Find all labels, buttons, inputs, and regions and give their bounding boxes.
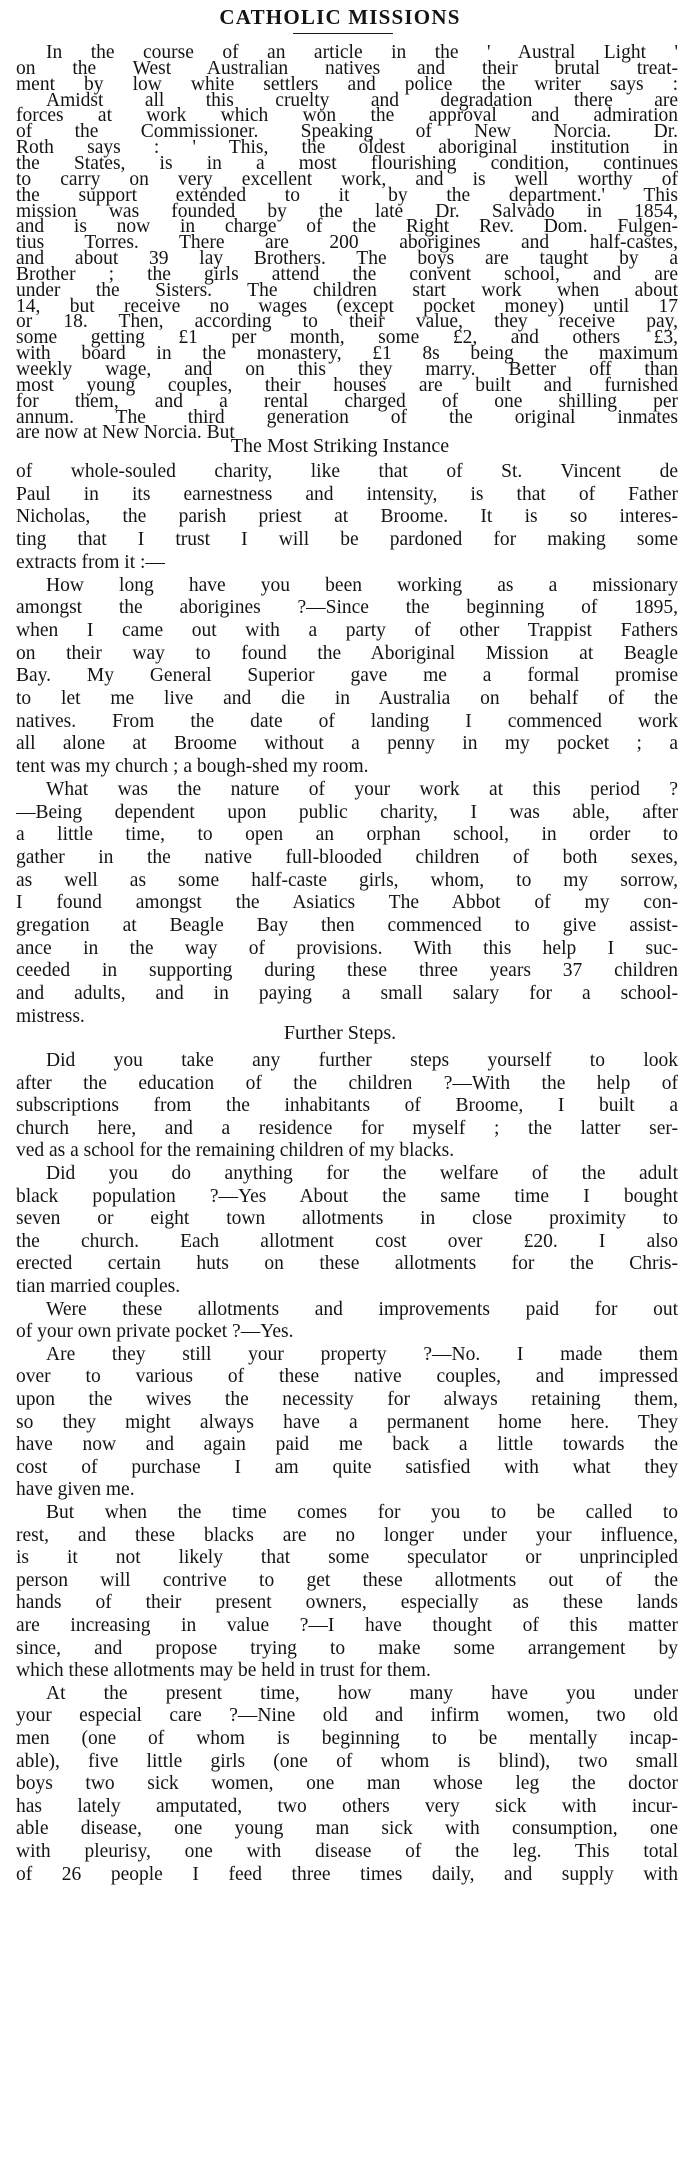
- text-line: Roth says : ' This, the oldest aboriginal institution in: [16, 137, 678, 159]
- text-line: your especial care ?—Nine old and infirm women, two old: [16, 1705, 678, 1727]
- text-line: to let me live and die in Australia on behalf of the: [16, 688, 678, 709]
- text-line: cost of purchase I am quite satisfied with what they: [16, 1456, 678, 1478]
- text-line: so they might always have a permanent home here. They: [16, 1411, 678, 1433]
- text-line: black population ?—Yes About the same time I bought: [16, 1185, 678, 1207]
- subheading-further-steps: Further Steps.: [283, 1022, 397, 1044]
- text-line: natives. From the date of landing I commenced work: [16, 710, 678, 732]
- text-line: gregation at Beagle Bay then commenced to give assist-: [16, 915, 678, 936]
- text-line: Brother ; the girls attend the convent school, and are: [16, 263, 678, 285]
- text-line: upon the wives the necessity for always retaining them,: [16, 1389, 678, 1410]
- text-line: or 18. Then, according to their value, they receive pay,: [16, 311, 678, 333]
- article-title: CATHOLIC MISSIONS: [219, 5, 461, 29]
- text-line: able), five little girls (one of whom is blind), two small: [16, 1750, 678, 1772]
- text-line: Amidst all this cruelty and degradation there are: [46, 89, 678, 111]
- text-line: have given me.: [16, 1479, 135, 1501]
- text-line: of whole-souled charity, like that of St. Vincent de: [16, 461, 678, 482]
- text-line: have now and again paid me back a little towards the: [16, 1434, 678, 1456]
- text-line: mistress.: [16, 1005, 85, 1027]
- text-line: and adults, and in paying a small salary for a school-: [16, 983, 678, 1005]
- title-underline: [293, 33, 393, 34]
- text-line: under the Sisters. The children start work when about: [16, 279, 678, 301]
- text-line: But when the time comes for you to be called to: [46, 1502, 678, 1523]
- text-line: when I came out with a party of other Trappist Fathers: [16, 619, 678, 641]
- text-line: Were these allotments and improvements paid for out: [46, 1298, 678, 1320]
- text-line: all alone at Broome without a penny in my pocket ; a: [16, 733, 678, 755]
- text-line: the church. Each allotment cost over £20. I also: [16, 1230, 678, 1252]
- text-line: annum. The third generation of the original inmates: [16, 406, 678, 428]
- text-line: ting that I trust I will be pardoned for making some: [16, 529, 678, 551]
- text-line: At the present time, how many have you under: [46, 1682, 678, 1704]
- text-line: and about 39 lay Brothers. The boys are taught by a: [16, 248, 678, 270]
- text-line: 14, but receive no wages (except pocket money) until 17: [16, 295, 678, 317]
- text-line: weekly wage, and on this they marry. Better off than: [16, 359, 678, 380]
- text-line: person will contrive to get these allotments out of the: [16, 1569, 678, 1591]
- text-line: able disease, one young man sick with consumption, one: [16, 1818, 678, 1840]
- text-line: rest, and these blacks are no longer under your influence,: [16, 1524, 678, 1546]
- text-line: over to various of these native couples, and impressed: [16, 1366, 678, 1388]
- text-line: on the West Australian natives and their brutal treat-: [16, 57, 678, 79]
- text-line: extracts from it :—: [16, 551, 165, 573]
- text-line: ved as a school for the remaining children of my blacks.: [16, 1140, 455, 1162]
- text-line: is it not likely that some speculator or unprincipled: [16, 1547, 678, 1569]
- text-line: hands of their present owners, especially as these lands: [16, 1592, 678, 1614]
- text-line: with pleurisy, one with disease of the leg. This total: [16, 1841, 678, 1862]
- text-line: ceeded in supporting during these three years 37 children: [16, 960, 678, 982]
- text-line: ance in the way of provisions. With this help I suc-: [16, 937, 678, 959]
- text-line: which these allotments may be held in trust for them.: [16, 1660, 431, 1682]
- text-line: amongst the aborigines ?—Since the beginning of 1895,: [16, 597, 678, 619]
- text-line: some getting £1 per month, some £2, and others £3,: [16, 327, 678, 349]
- text-line: of your own private pocket ?—Yes.: [16, 1321, 294, 1343]
- text-line: with board in the monastery, £1 8s being the maximum: [16, 343, 678, 365]
- text-line: Did you take any further steps yourself to look: [46, 1050, 678, 1071]
- text-line: on their way to found the Aboriginal Mission at Beagle: [16, 642, 678, 664]
- text-line: church here, and a residence for myself ; the latter ser-: [16, 1117, 678, 1139]
- text-line: are increasing in value ?—I have thought of this matter: [16, 1615, 678, 1636]
- text-line: as well as some half-caste girls, whom, to my sorrow,: [16, 869, 678, 891]
- text-line: has lately amputated, two others very sick with incur-: [16, 1795, 678, 1817]
- text-line: most young couples, their houses are built and furnished: [16, 374, 678, 396]
- text-line: are now at New Norcia. But: [16, 422, 235, 444]
- text-line: and is now in charge of the Right Rev. Dom. Fulgen-: [16, 216, 678, 238]
- text-line: of the Commissioner. Speaking of New Norcia. Dr.: [16, 121, 678, 143]
- text-line: a little time, to open an orphan school, in order to: [16, 824, 678, 846]
- text-line: boys two sick women, one man whose leg the doctor: [16, 1773, 678, 1795]
- text-line: after the education of the children ?—With the help of: [16, 1072, 678, 1094]
- text-line: Are they still your property ?—No. I made them: [46, 1343, 678, 1365]
- text-line: How long have you been working as a missionary: [46, 574, 678, 596]
- text-line: men (one of whom is beginning to be mentally incap-: [16, 1728, 678, 1749]
- text-line: tius Torres. There are 200 aborigines and half-castes,: [16, 232, 678, 254]
- text-line: seven or eight town allotments in close proximity to: [16, 1208, 678, 1230]
- text-line: Paul in its earnestness and intensity, is that of Father: [16, 483, 678, 505]
- text-line: forces at work which won the approval and admiration: [16, 105, 678, 127]
- text-line: Nicholas, the parish priest at Broome. It is so interes-: [16, 506, 678, 528]
- subheading-most-striking-instance: The Most Striking Instance: [230, 435, 450, 457]
- text-line: tent was my church ; a bough-shed my room.: [16, 756, 369, 778]
- text-line: tian married couples.: [16, 1276, 181, 1297]
- text-line: since, and propose trying to make some arrangement by: [16, 1637, 678, 1659]
- text-line: In the course of an article in the ' Austral Light ': [46, 42, 678, 63]
- text-line: the States, is in a most flourishing condition, continues: [16, 152, 678, 174]
- text-line: erected certain huts on these allotments for the Chris-: [16, 1253, 678, 1275]
- text-line: What was the nature of your work at this period ?: [46, 778, 678, 800]
- text-line: for them, and a rental charged of one shilling per: [16, 390, 678, 412]
- text-line: of 26 people I feed three times daily, and supply with: [16, 1863, 678, 1885]
- text-line: Bay. My General Superior gave me a formal promise: [16, 665, 678, 687]
- text-line: to carry on very excellent work, and is well worthy of: [16, 168, 678, 190]
- text-line: I found amongst the Asiatics The Abbot of my con-: [16, 892, 678, 914]
- text-line: subscriptions from the inhabitants of Broome, I built a: [16, 1095, 678, 1117]
- text-line: the support extended to it by the department.' This: [16, 184, 678, 206]
- text-line: gather in the native full-blooded children of both sexes,: [16, 846, 678, 868]
- text-line: ment by low white settlers and police the writer says :: [16, 73, 678, 95]
- text-line: —Being dependent upon public charity, I was able, after: [16, 801, 678, 823]
- text-line: mission was founded by the late Dr. Salvado in 1854,: [16, 200, 678, 222]
- text-line: Did you do anything for the welfare of the adult: [46, 1163, 678, 1184]
